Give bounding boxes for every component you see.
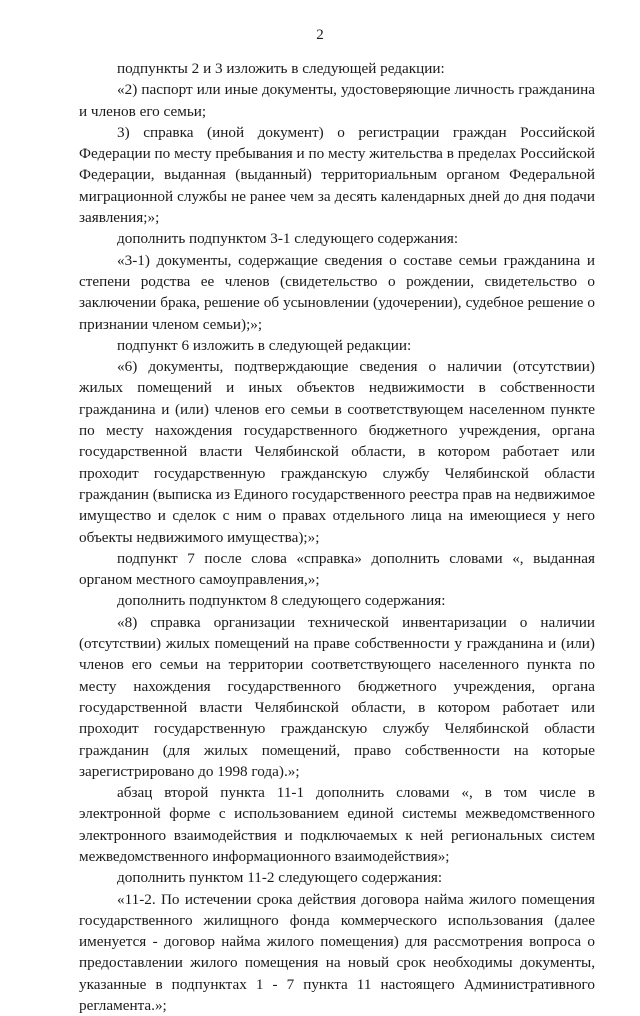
paragraph: абзац второй пункта 11-1 дополнить словами «, в том числе в электронной форме с использованием единой системы межведомственного электронного взаимодействия и подключаемых к ней региональных систем межведомственного информационного взаимодействия»;	[79, 784, 595, 865]
paragraph: «2) паспорт или иные документы, удостоверяющие личность гражданина и членов его семьи;	[79, 81, 595, 120]
paragraph: «3-1) документы, содержащие сведения о составе семьи гражданина и степени родства ее членов (свидетельство о рождении, свидетельство о заключении брака, решение об усыновлении (удочерении), судебное решение о признании членом семьи);»;	[79, 251, 595, 333]
paragraph: подпункт 7 после слова «справка» дополнить словами «, выданная органом местного самоуправления,»;	[79, 549, 595, 589]
paragraph: «8) справка организации технической инвентаризации о наличии (отсутствии) жилых помещений на праве собственности у гражданина и (или) членов его семьи на территории соответствующего населенного пункта по месту нахождения государственного бюджетного учреждения, органа государственной власти Челябинской области, в котором работает или проходит государственную гражданскую службу Челябинской области гражданин (для жилых помещений, право собственности на которые зарегистрировано до 1998 года).»;	[79, 613, 595, 780]
paragraph: подпункт 6 изложить в следующей редакции:	[117, 336, 412, 354]
paragraph: дополнить подпунктом 8 следующего содержания:	[117, 592, 446, 610]
paragraph: подпункты 2 и 3 изложить в следующей редакции:	[117, 60, 445, 77]
paragraph: «6) документы, подтверждающие сведения о наличии (отсутствии) жилых помещений и иных объектов недвижимости в собственности гражданина и (или) членов его семьи в соответствующем населенном пункте по месту нахождения государственного бюджетного учреждения, органа государственной власти Челябинской области, в котором работает или проходит государственную гражданскую службу Челябинской области гражданин (выписка из Единого государственного реестра прав на недвижимое имущество и сделок с ним о правах отдельного лица на имеющиеся у него объекты недвижимого имущества);»;	[79, 358, 595, 546]
paragraph: 3) справка (иной документ) о регистрации граждан Российской Федерации по месту пребывания и по месту жительства в пределах Российской Федерации, выданная (выданный) территориальным органом Федеральной миграционной службы не ранее чем за десять календарных дней до дня подачи заявления;»;	[79, 123, 595, 227]
page-number: 2	[316, 27, 324, 43]
paragraph: дополнить пунктом 11-2 следующего содержания:	[117, 869, 443, 887]
document-body	[79, 58, 595, 1016]
paragraph: «11-2. По истечении срока действия договора найма жилого помещения государственного жилищного фонда коммерческого использования (далее именуется - договор найма жилого помещения) для рассмотрения вопроса о предоставлении жилого помещения на новый срок необходимы документы, указанные в подпунктах 1 - 7 пункта 11 настоящего Административного регламента.»;	[79, 890, 595, 1015]
paragraph: дополнить подпунктом 3-1 следующего содержания:	[117, 230, 459, 248]
